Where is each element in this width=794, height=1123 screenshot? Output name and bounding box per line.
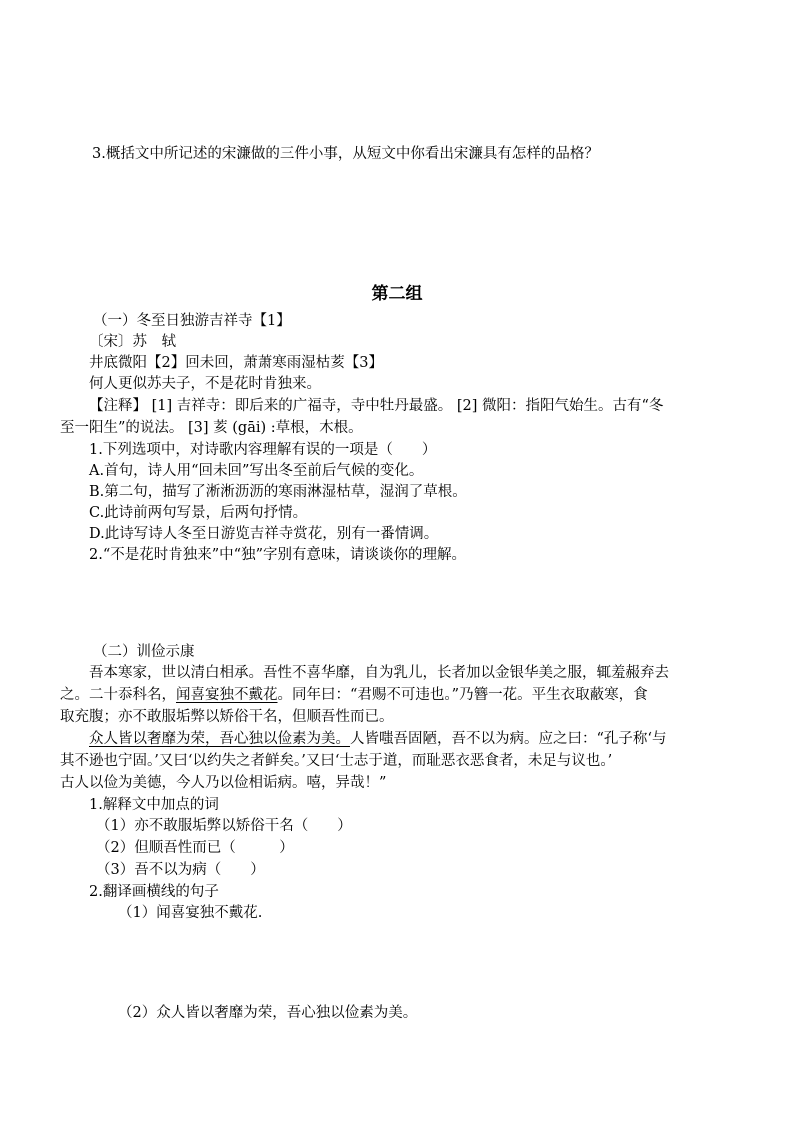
poem-option-c: C.此诗前两句写景，后两句抒情。 bbox=[89, 505, 308, 521]
poem-line-2: 何人更似苏夫子，不是花时肯独来。 bbox=[89, 376, 321, 392]
poem-option-d: D.此诗写诗人冬至日游览吉祥寺赏花，别有一番情调。 bbox=[89, 526, 439, 542]
poem-option-b: B.第二句，描写了淅淅沥沥的寒雨淋湿枯草，湿润了草根。 bbox=[89, 484, 467, 500]
poem-question-1: 1.下列选项中，对诗歌内容理解有误的一项是（ ） bbox=[89, 442, 437, 458]
prose-p2-line-2: 其不逊也宁固。’又曰‘以约失之者鲜矣。’又曰‘士志于道，而耻恶衣恶食者，未足与议也。’ bbox=[60, 753, 613, 769]
poem-author: 〔宋〕苏 轼 bbox=[89, 334, 176, 350]
prose-question-2-item-1: （1）闻喜宴独不戴花. bbox=[118, 905, 263, 921]
poem-title: （一）冬至日独游吉祥寺【1】 bbox=[93, 313, 291, 329]
prose-question-1-item-2: （2）但顺吾性而已（ ） bbox=[96, 840, 294, 856]
underlined-sentence-2: 众人皆以奢靡为荣，吾心独以俭素为美。 bbox=[89, 731, 350, 747]
prose-title: （二）训俭示康 bbox=[93, 644, 195, 660]
prose-p2-line-3: 古人以俭为美德，今人乃以俭相诟病。嘻，异哉！” bbox=[60, 775, 387, 791]
poem-line-1: 井底微阳【2】回未回，萧萧寒雨湿枯荄【3】 bbox=[89, 355, 383, 371]
poem-notes-line-2: 至一阳生”的说法。 [3] 荄 (gāi) :草根，木根。 bbox=[60, 420, 363, 436]
prose-question-2-item-2: （2）众人皆以奢靡为荣，吾心独以俭素为美。 bbox=[118, 1005, 418, 1021]
prose-question-1: 1.解释文中加点的词 bbox=[89, 797, 219, 813]
poem-notes-line-1: 【注释】 [1] 吉祥寺：即后来的广福寺，寺中牡丹最盛。 [2] 微阳：指阳气始生。古有“冬 bbox=[89, 398, 664, 414]
prose-p1-line-3: 取充腹；亦不敢服垢弊以矫俗干名，但顺吾性而已。 bbox=[60, 709, 394, 725]
prose-question-1-item-3: （3）吾不以为病（ ） bbox=[96, 862, 265, 878]
prose-question-2: 2.翻译画横线的句子 bbox=[89, 884, 219, 900]
poem-option-a: A.首句，诗人用“回未回”写出冬至前后气候的变化。 bbox=[89, 463, 424, 479]
prose-p1-line-1: 吾本寒家，世以清白相承。吾性不喜华靡，自为乳儿，长者加以金银华美之服，辄羞赧弃去 bbox=[89, 665, 669, 681]
prose-text: 。同年曰：“君赐不可违也。”乃簪一花。平生衣取蔽寒，食 bbox=[277, 687, 648, 703]
prose-text: 之。二十忝科名， bbox=[60, 687, 176, 703]
question-3: 3.概括文中所记述的宋濂做的三件小事，从短文中你看出宋濂具有怎样的品格？ bbox=[92, 146, 599, 162]
underlined-sentence-1: 闻喜宴独不戴花 bbox=[176, 687, 278, 703]
prose-p1-line-2 bbox=[60, 685, 648, 705]
poem-question-2: 2.“不是花时肯独来”中“独”字别有意味，请谈谈你的理解。 bbox=[89, 547, 466, 563]
prose-p2-line-1 bbox=[89, 729, 667, 749]
group-title: 第二组 bbox=[371, 284, 423, 304]
prose-text: 人皆嗤吾固陋，吾不以为病。应之曰：“孔子称‘与 bbox=[350, 731, 667, 747]
prose-question-1-item-1: （1）亦不敢服垢弊以矫俗干名（ ） bbox=[96, 818, 352, 834]
